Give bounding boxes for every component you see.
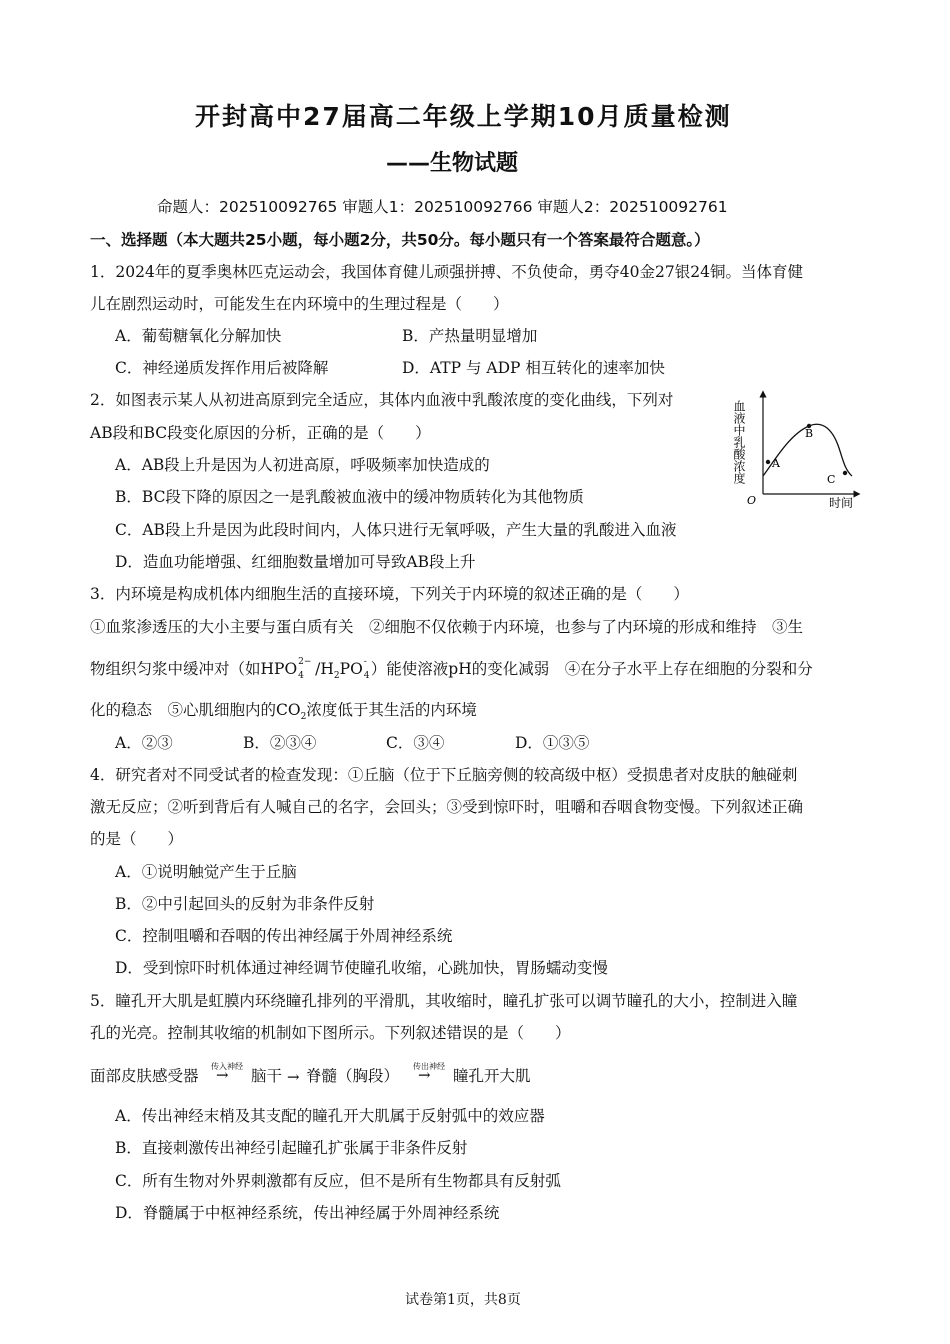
page-footer: 试卷第1页，共8页: [405, 1292, 521, 1308]
q4-stem-line1: 4．研究者对不同受试者的检查发现：①丘脑（位于下丘脑旁侧的较高级中枢）受损患者对皮肤的触碰刺: [90, 766, 798, 784]
q5-stem-line2: 孔的光亮。控制其收缩的机制如下图所示。下列叙述错误的是（ ）: [90, 1024, 571, 1042]
q5-option-d: D．脊髓属于中枢神经系统，传出神经属于外周神经系统: [115, 1204, 500, 1222]
q3-option-d: D．①③⑤: [515, 734, 590, 752]
graph-point-a: [766, 460, 770, 464]
q5-option-b: B．直接刺激传出神经引起瞳孔扩张属于非条件反射: [115, 1139, 468, 1157]
section-heading: 一、选择题（本大题共25小题，每小题2分，共50分。每小题只有一个答案最符合题意。）: [90, 231, 710, 249]
pathway-node-dilator-muscle: 瞳孔开大肌: [453, 1067, 531, 1085]
graph-origin: O: [747, 494, 757, 507]
q1-option-a: A．葡萄糖氧化分解加快: [115, 327, 282, 345]
q2-option-c: C．AB段上升是因为此段时间内，人体只进行无氧呼吸，产生大量的乳酸进入血液: [115, 521, 677, 539]
graph-point-c: [843, 471, 847, 475]
q4-stem-line3: 的是（ ）: [90, 830, 184, 848]
pathway-node-brainstem: 脑干: [251, 1067, 283, 1085]
q3-option-b: B．②③④: [243, 734, 317, 752]
q4-option-a: A．①说明触觉产生于丘脑: [115, 863, 297, 881]
q4-option-c: C．控制咀嚼和吞咽的传出神经属于外周神经系统: [115, 927, 453, 945]
q4-stem-line2: 激无反应；②听到背后有人喊自己的名字，会回头；③受到惊吓时，咀嚼和吞咽食物变慢。下列叙述正确: [90, 798, 804, 816]
page-title: 开封高中27届高二年级上学期10月质量检测: [195, 102, 732, 131]
pathway-arrow-icon: →: [216, 1066, 229, 1084]
q2-option-d: D．造血功能增强、红细胞数量增加可导致AB段上升: [115, 553, 476, 571]
pathway-node-spinal-cord: 脊髓（胸段）: [306, 1067, 400, 1085]
q1-option-d: D．ATP 与 ADP 相互转化的速率加快: [402, 359, 665, 377]
page-subtitle: ——生物试题: [386, 151, 519, 176]
q1-option-c: C．神经递质发挥作用后被降解: [115, 359, 329, 377]
q1-stem-line1: 1．2024年的夏季奥林匹克运动会，我国体育健儿顽强拼搏、不负使命，勇夺40金27银24铜。当体育健: [90, 263, 803, 281]
pathway-label-afferent: 传入神经: [211, 1062, 243, 1071]
q2-option-a: A．AB段上升是因为人初进高原，呼吸频率加快造成的: [115, 456, 490, 474]
graph-label-c: C: [827, 473, 836, 486]
q3-option-c: C．③④: [386, 734, 445, 752]
q5-stem-line1: 5．瞳孔开大肌是虹膜内环绕瞳孔排列的平滑肌，其收缩时，瞳孔扩张可以调节瞳孔的大小，控制进入瞳: [90, 992, 798, 1010]
q4-option-b: B．②中引起回头的反射为非条件反射: [115, 895, 375, 913]
q5-option-a: A．传出神经末梢及其支配的瞳孔开大肌属于反射弧中的效应器: [115, 1107, 545, 1125]
q3-statement-line2: 物组织匀浆中缓冲对（如HPO 2− 4 $/H_2PO$ - 4 ）能使溶液pH的变化减弱 ④在分子水平上存在细胞的分裂和分: [90, 657, 813, 681]
q1-option-b: B．产热量明显增加: [402, 327, 538, 345]
pathway-arrow-icon: →: [418, 1066, 431, 1084]
q5-option-c: C．所有生物对外界刺激都有反应，但不是所有生物都具有反射弧: [115, 1172, 561, 1190]
q1-stem-line2: 儿在剧烈运动时，可能发生在内环境中的生理过程是（ ）: [90, 295, 509, 313]
pathway-label-efferent: 传出神经: [413, 1062, 445, 1071]
graph-label-a: A: [772, 457, 780, 470]
pathway-arrow-icon: →: [287, 1068, 300, 1086]
graph-x-label: 时间: [829, 496, 854, 510]
q4-option-d: D．受到惊吓时机体通过神经调节使瞳孔收缩，心跳加快，胃肠蠕动变慢: [115, 959, 608, 977]
q2-stem-line2: AB段和BC段变化原因的分析，正确的是（ ）: [90, 424, 431, 442]
lactic-acid-graph: [732, 388, 865, 513]
pathway-node-skin-receptor: 面部皮肤感受器: [90, 1067, 199, 1085]
author-line: 命题人：202510092765 审题人1：202510092766 审题人2：202510092761: [157, 198, 728, 216]
q2-stem-line1: 2．如图表示某人从初进高原到完全适应，其体内血液中乳酸浓度的变化曲线，下列对: [90, 391, 674, 409]
q3-option-a: A．②③: [115, 734, 173, 752]
q3-statement-line1: ①血浆渗透压的大小主要与蛋白质有关 ②细胞不仅依赖于内环境，也参与了内环境的形成和维持 ③生: [90, 618, 804, 636]
q3-stem-line1: 3．内环境是构成机体内细胞生活的直接环境，下列关于内环境的叙述正确的是（ ）: [90, 585, 689, 603]
q3-statement-line3: 化的稳态 ⑤心肌细胞内的$CO_2$浓度低于其生活的内环境: [90, 701, 477, 722]
graph-label-b: B: [805, 427, 814, 440]
graph-y-label: 血液中乳酸浓度: [732, 400, 746, 484]
q2-option-b: B．BC段下降的原因之一是乳酸被血液中的缓冲物质转化为其他物质: [115, 488, 584, 506]
